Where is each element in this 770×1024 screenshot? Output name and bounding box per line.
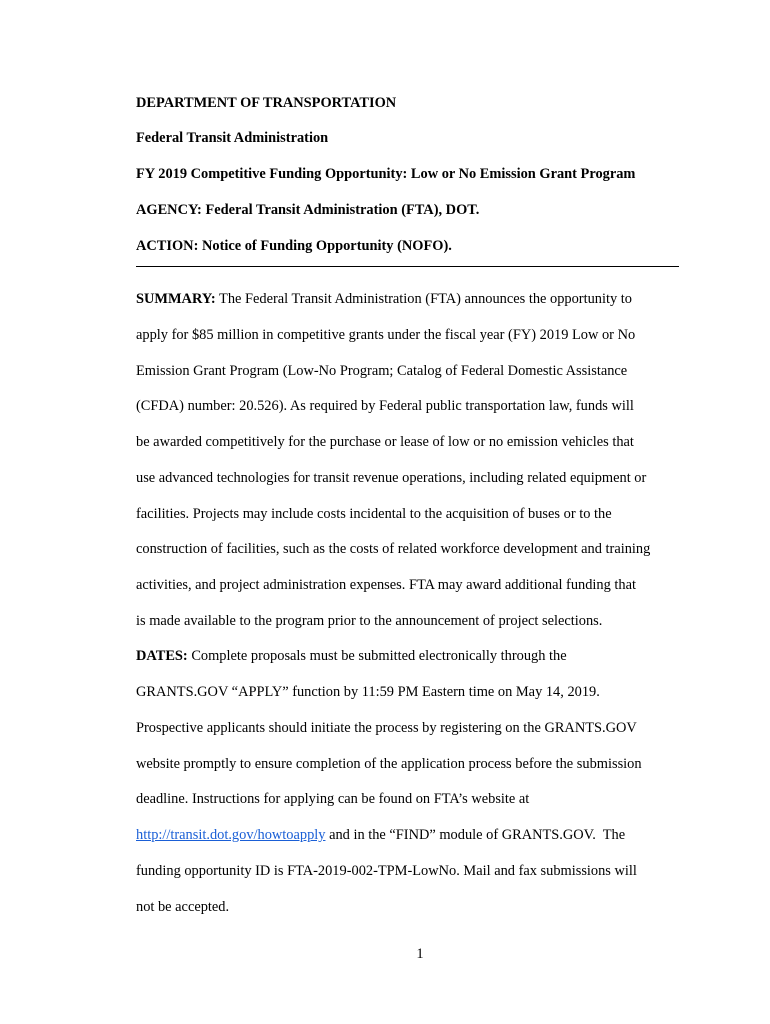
action-line [136, 237, 452, 255]
agency-line [136, 201, 479, 219]
summary-line-10: is made available to the program prior to the announcement of project selections. [136, 613, 603, 629]
dates-line-5: deadline. Instructions for applying can be found on FTA’s website at [136, 791, 530, 807]
page-number: 1 [416, 946, 424, 962]
department-heading: DEPARTMENT OF TRANSPORTATION [136, 95, 397, 111]
dates-text-1: Complete proposals must be submitted electronically through the [187, 648, 567, 664]
dates-text-6: and in the “FIND” module of GRANTS.GOV. The [325, 827, 626, 843]
dates-line-3: Prospective applicants should initiate the process by registering on the GRANTS.GOV [136, 720, 637, 736]
summary-text-1: The Federal Transit Administration (FTA) announces the opportunity to [215, 291, 632, 307]
administration-heading: Federal Transit Administration [136, 130, 329, 146]
summary-line-9: activities, and project administration expenses. FTA may award additional funding that [136, 577, 636, 593]
summary-line-8: construction of facilities, such as the costs of related workforce development and training [136, 541, 651, 557]
summary-line-3: Emission Grant Program (Low-No Program; Catalog of Federal Domestic Assistance [136, 363, 628, 379]
summary-line-2: apply for $85 million in competitive grants under the fiscal year (FY) 2019 Low or No [136, 327, 636, 343]
horizontal-rule [136, 266, 679, 267]
dates-line-7: funding opportunity ID is FTA-2019-002-TPM-LowNo. Mail and fax submissions will [136, 863, 637, 879]
summary-line-6: use advanced technologies for transit revenue operations, including related equipment or [136, 470, 647, 486]
summary-line-7: facilities. Projects may include costs incidental to the acquisition of buses or to the [136, 506, 612, 522]
document-title: FY 2019 Competitive Funding Opportunity: Low or No Emission Grant Program [136, 166, 636, 182]
summary-line-4: (CFDA) number: 20.526). As required by Federal public transportation law, funds will [136, 398, 634, 414]
action-label: ACTION: [136, 238, 199, 254]
dates-line-1 [136, 647, 567, 665]
summary-label: SUMMARY: [136, 291, 216, 307]
dates-line-2: GRANTS.GOV “APPLY” function by 11:59 PM Eastern time on May 14, 2019. [136, 684, 600, 700]
agency-value: Federal Transit Administration (FTA), DOT. [205, 202, 480, 218]
howtoapply-link[interactable]: http://transit.dot.gov/howtoapply [136, 827, 326, 843]
dates-label: DATES: [136, 648, 188, 664]
action-value: Notice of Funding Opportunity (NOFO). [201, 238, 452, 254]
agency-label: AGENCY: [136, 202, 202, 218]
summary-line-5: be awarded competitively for the purchase or lease of low or no emission vehicles that [136, 434, 634, 450]
dates-line-6 [136, 826, 625, 844]
dates-line-4: website promptly to ensure completion of the application process before the submission [136, 756, 642, 772]
summary-line-1 [136, 290, 632, 308]
dates-line-8: not be accepted. [136, 899, 230, 915]
